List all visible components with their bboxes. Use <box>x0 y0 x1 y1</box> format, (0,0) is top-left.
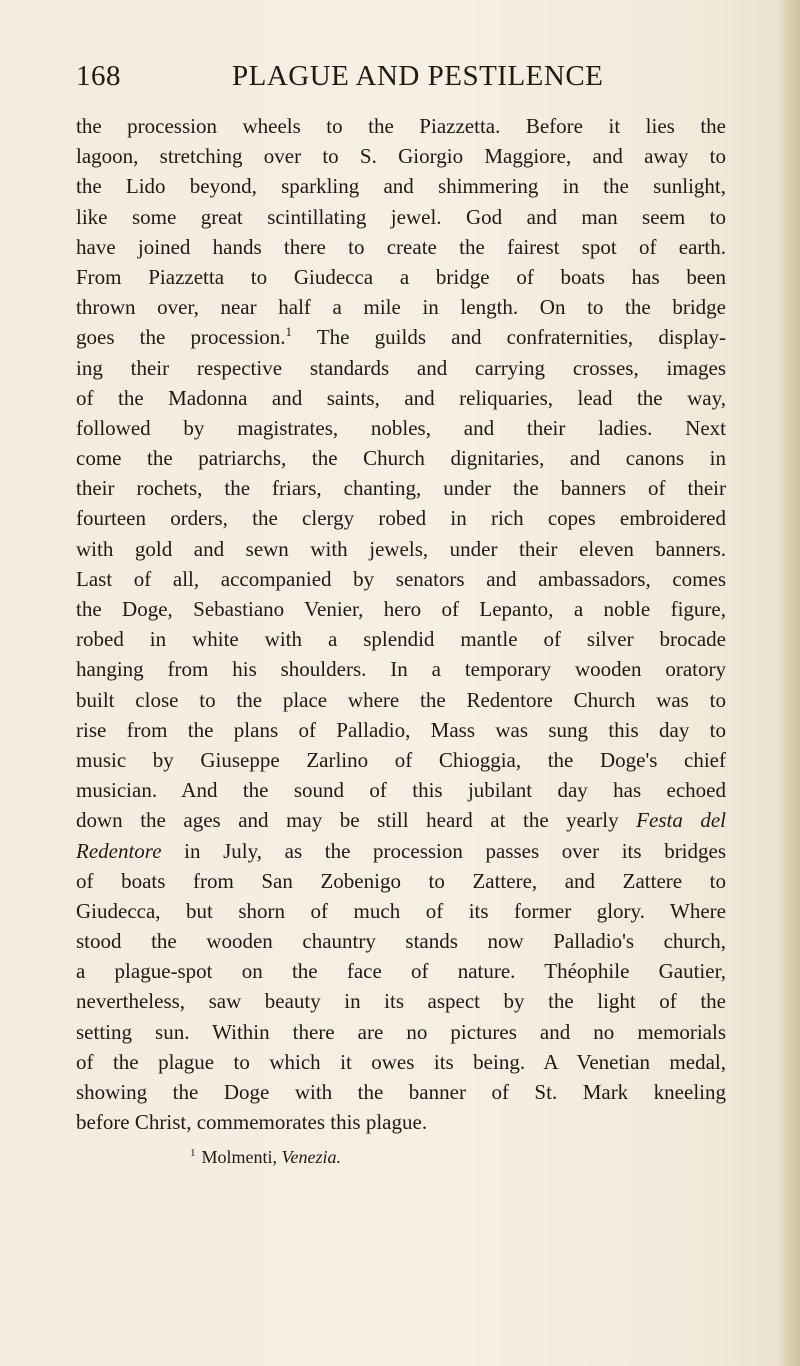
italic-phrase: Festa del <box>636 808 727 833</box>
text-line: hanging from his shoulders. In a temporary wooden oratory <box>76 657 726 682</box>
text-line: stood the wooden chauntry stands now Palladio's church, <box>76 929 726 954</box>
text-line: of the plague to which it owes its being. A Venetian medal, <box>76 1049 726 1074</box>
text-line: rise from the plans of Palladio, Mass was sung this day to <box>76 717 726 742</box>
text-line: setting sun. Within there are no pictures and no memorials <box>76 1019 726 1044</box>
text-line <box>76 805 726 835</box>
text-line: of boats from San Zobenigo to Zattere, and Zattere to <box>76 868 726 893</box>
text-line: the Doge, Sebastiano Venier, hero of Lepanto, a noble figure, <box>76 597 726 621</box>
text-line: musician. And the sound of this jubilant day has echoed <box>76 778 726 803</box>
line-part: in July, as the procession passes over its bridges <box>184 838 727 863</box>
text-line: like some great scintillating jewel. God and man seem to <box>76 204 726 229</box>
text-line <box>76 322 726 352</box>
text-line: come the patriarchs, the Church dignitaries, and canons in <box>76 446 726 471</box>
text-line: Last of all, accompanied by senators and ambassadors, comes <box>76 566 726 591</box>
text-line: the procession wheels to the Piazzetta. Before it lies the <box>76 114 726 138</box>
text-line: thrown over, near half a mile in length. On to the bridge <box>76 295 726 320</box>
text-line: robed in white with a splendid mantle of silver brocade <box>76 627 726 652</box>
footnote-author: Molmenti, <box>201 1147 277 1167</box>
footnote <box>190 1147 341 1168</box>
text-line: ing their respective standards and carrying crosses, images <box>76 355 726 380</box>
text-line: have joined hands there to create the fairest spot of earth. <box>76 234 726 259</box>
text-line: nevertheless, saw beauty in its aspect by the light of the <box>76 989 726 1014</box>
text-line: before Christ, commemorates this plague. <box>76 1110 428 1135</box>
body-text <box>76 111 726 1137</box>
text-line: fourteen orders, the clergy robed in rich copes embroidered <box>76 506 726 531</box>
page-number: 168 <box>76 60 121 92</box>
text-line: the Lido beyond, sparkling and shimmering in the sunlight, <box>76 174 726 199</box>
text-line: lagoon, stretching over to S. Giorgio Maggiore, and away to <box>76 144 726 169</box>
running-head: PLAGUE AND PESTILENCE <box>232 60 604 92</box>
text-line: followed by magistrates, nobles, and their ladies. Next <box>76 415 726 440</box>
text-line: showing the Doge with the banner of St. Mark kneeling <box>76 1080 726 1104</box>
text-line: built close to the place where the Redentore Church was to <box>76 687 726 712</box>
italic-phrase: Redentore <box>76 838 162 863</box>
line-part: down the ages and may be still heard at the yearly <box>76 808 619 833</box>
text-line: of the Madonna and saints, and reliquaries, lead the way, <box>76 385 726 410</box>
text-line: From Piazzetta to Giudecca a bridge of boats has been <box>76 264 726 289</box>
text-line: with gold and sewn with jewels, under their eleven banners. <box>76 536 726 561</box>
footnote-title: Venezia. <box>281 1147 341 1167</box>
page-edge-shadow <box>778 0 800 1366</box>
footnote-marker: 1 <box>190 1147 196 1159</box>
text-line: music by Giuseppe Zarlino of Chioggia, the Doge's chief <box>76 747 726 772</box>
text-line: a plague-spot on the face of nature. Théophile Gautier, <box>76 959 726 984</box>
text-line <box>76 836 726 866</box>
line-part: The guilds and confraternities, display- <box>316 325 726 350</box>
page-header <box>76 60 726 100</box>
text-line: their rochets, the friars, chanting, under the banners of their <box>76 476 726 501</box>
line-part: goes the procession. <box>76 325 286 350</box>
footnote-reference[interactable]: 1 <box>285 324 293 340</box>
text-line: Giudecca, but shorn of much of its former glory. Where <box>76 898 726 923</box>
